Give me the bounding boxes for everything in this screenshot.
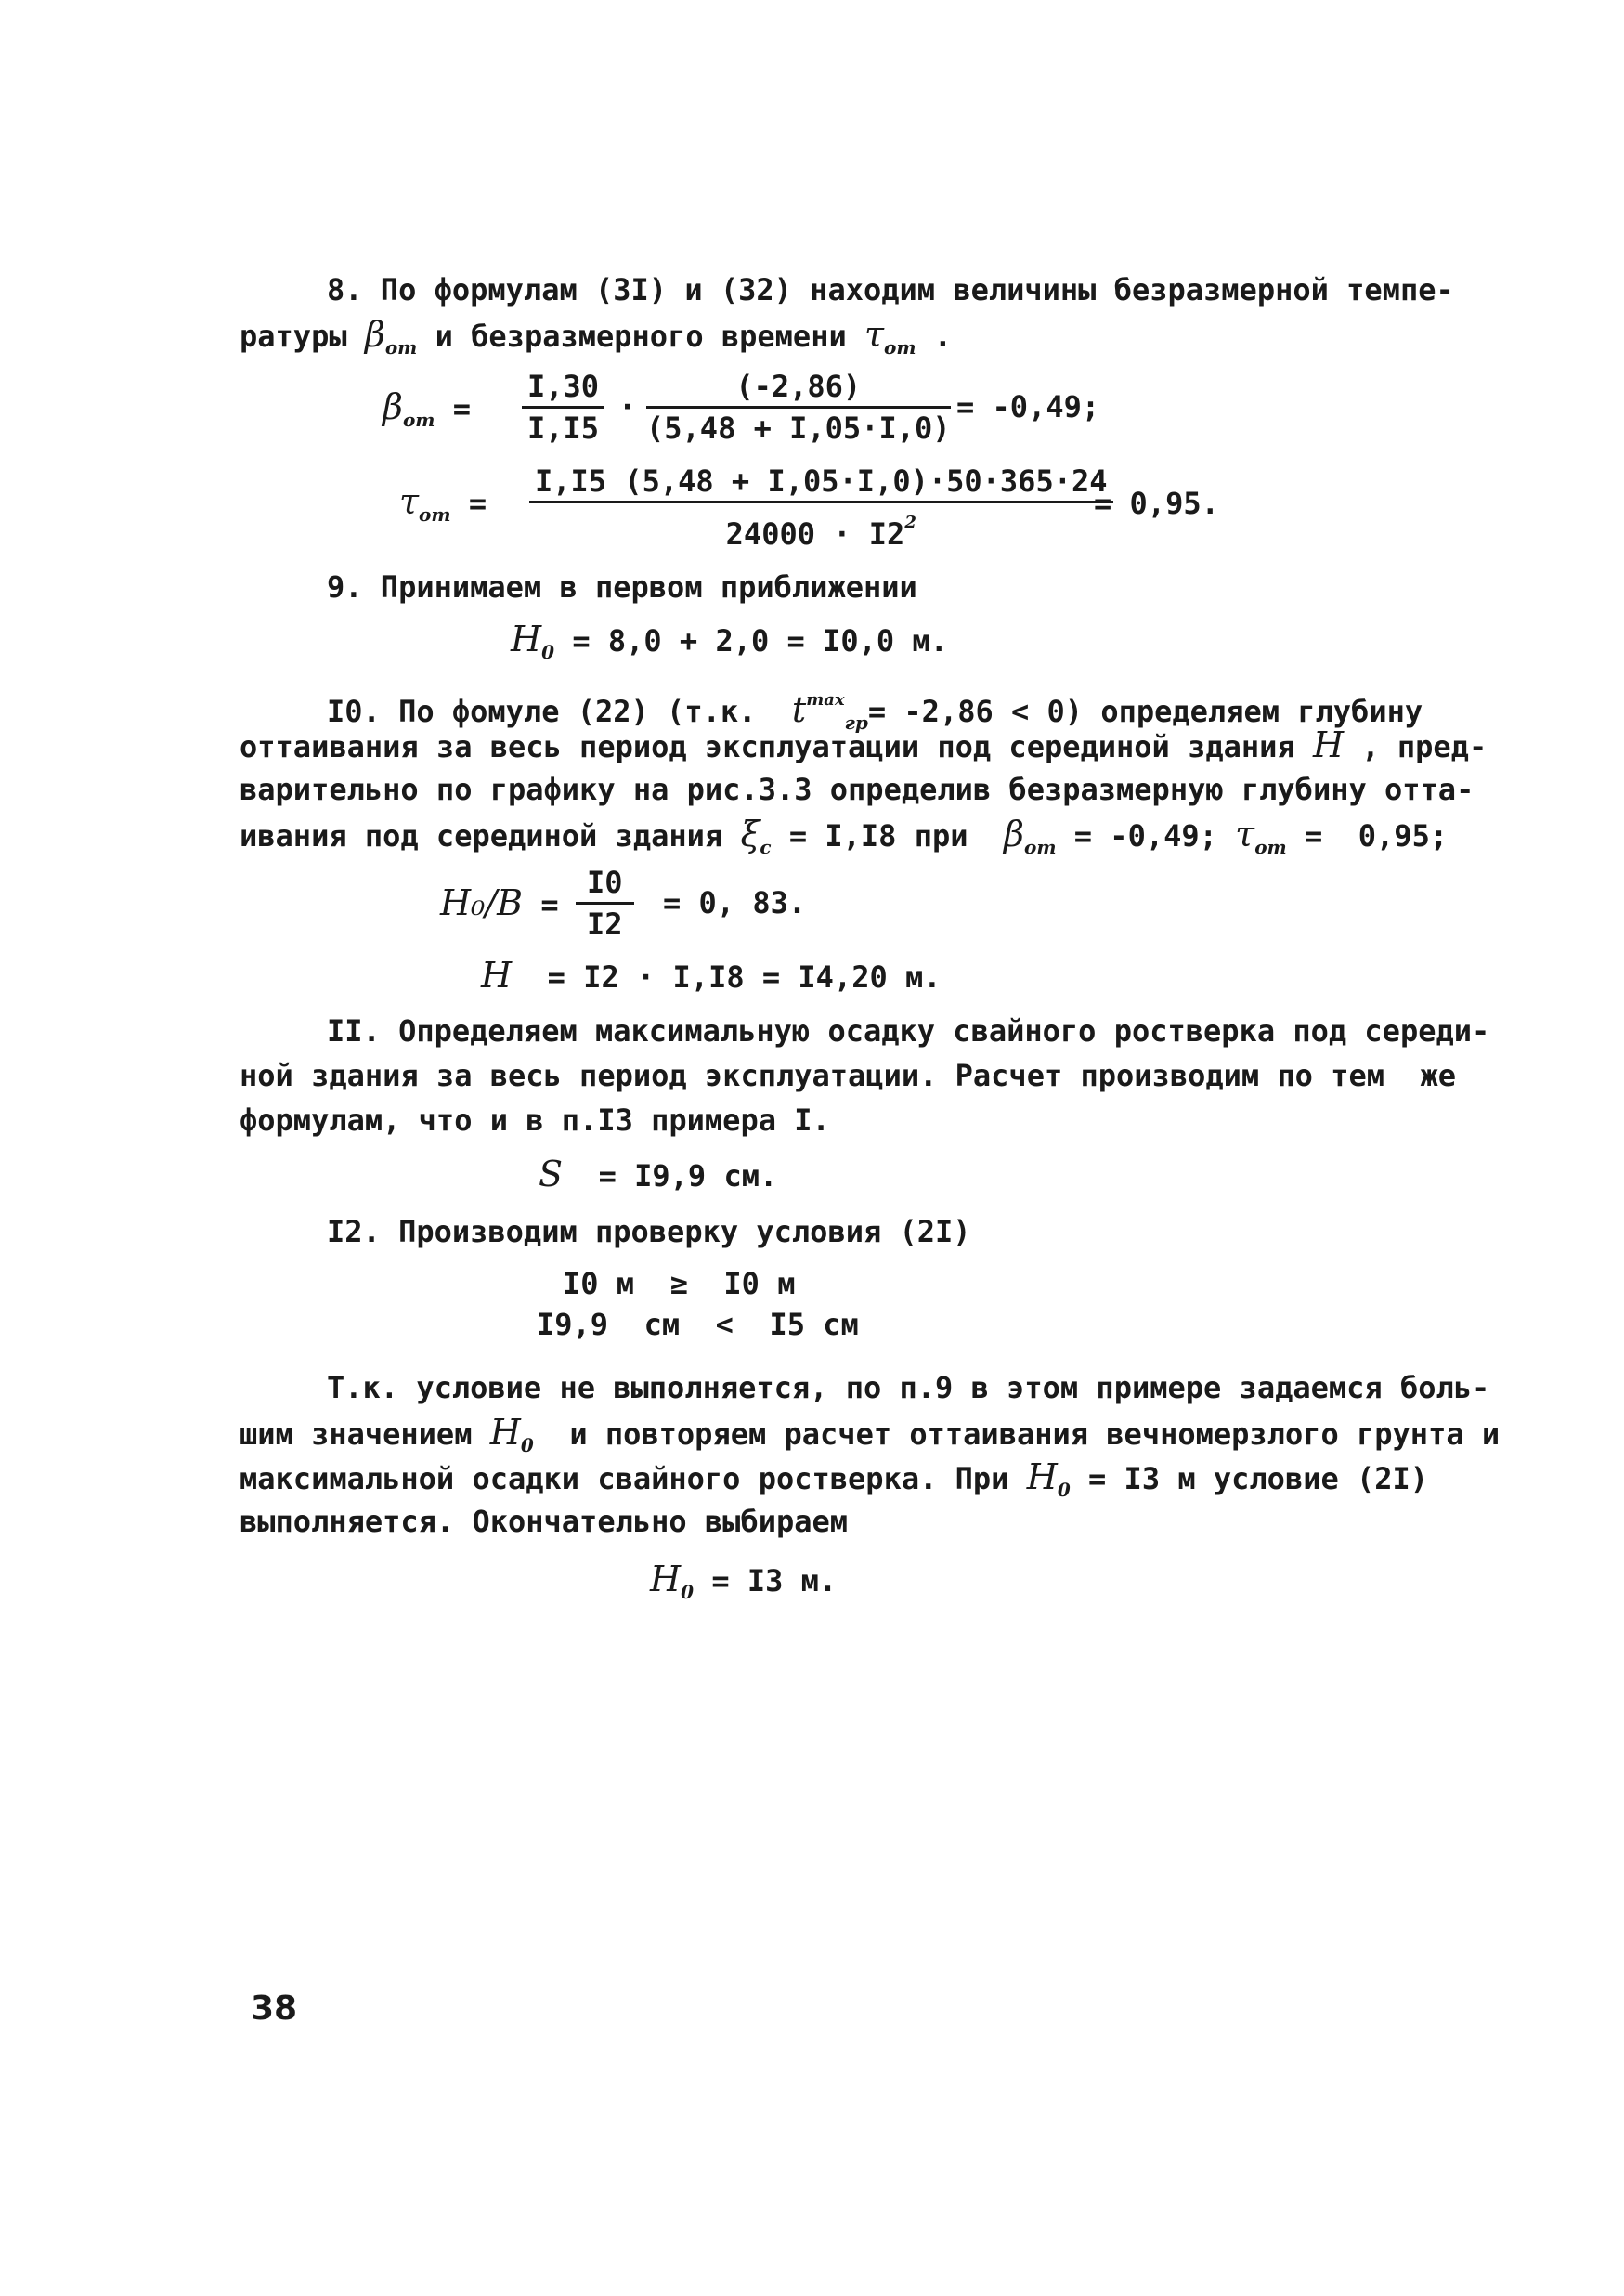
beta-dot: · <box>618 389 637 424</box>
p11-line3: формулам, что и в п.I3 примера I. <box>240 1102 830 1138</box>
condition-2: I9,9 см < I5 см <box>537 1307 859 1342</box>
p9-equation: $H_0 = 8,0 + 2,0 = I0,0$ м. <box>511 619 948 663</box>
beta-symbol: $\beta_{от}$ = <box>383 386 472 431</box>
beta-fraction-1: $\frac{I,30}{I,I5}$ <box>522 370 604 445</box>
hb-result: = 0, 83. <box>663 885 807 920</box>
p10-line2: оттаивания за весь период эксплуатации под серединой здания H , пред- <box>240 724 1488 765</box>
condition-1: I0 м ≥ I0 м <box>563 1266 796 1301</box>
hb-fraction: $\frac{I0}{I2}$ <box>576 866 634 941</box>
p10-line3: варительно по графику на рис.3.3 определив безразмерную глубину отта- <box>240 772 1475 807</box>
tau-fraction: $\frac{I,I5 (5,48 + I,05\cdot I,0)\cdot 50\cdot 365\cdot 24}{24000 \cdot I2^2}$ <box>529 464 1113 551</box>
tau-result: = 0,95. <box>1094 486 1219 521</box>
p10-line4: ивания под серединой здания $\xi_c = I,I8$ при $\beta_{от} = -0,49$; $\tau_{от} = 0,95$; <box>240 814 1449 858</box>
conclusion-line3: максимальной осадки свайного ростверка. При $H_0 = I3$ м условие (2I) <box>240 1456 1429 1501</box>
p9-text: 9. Принимаем в первом приближении <box>327 569 917 605</box>
tau-symbol: $\tau_{от}$ = <box>399 481 487 526</box>
beta-fraction-2: $\frac{(-2,86)}{(5,48 + I,05\cdot I,0)}$ <box>646 369 951 446</box>
hb-label: H₀/B = <box>440 882 559 923</box>
page-number: 38 <box>251 1989 298 2028</box>
final-equation: $H_0 = I3$ м. <box>650 1559 838 1603</box>
p11-line1: II. Определяем максимальную осадку свайного ростверка под середи- <box>327 1013 1490 1049</box>
p10-line1: I0. По фомуле (22) (т.к. $t^{max}_{гр}= -2,86 < 0$) определяем глубину <box>327 689 1423 734</box>
beta-result: = -0,49; <box>956 389 1100 424</box>
conclusion-line4: выполняется. Окончательно выбираем <box>240 1504 849 1539</box>
p11-line2: ной здания за весь период эксплуатации. Расчет производим по тем же <box>240 1058 1457 1093</box>
h-equation: H = I2 · I,I8 = I4,20 м. <box>481 955 942 996</box>
p12-text: I2. Производим проверку условия (2I) <box>327 1214 971 1249</box>
p8-line2: ратуры $\beta_{от}$ и безразмерного времени $\tau_{от}$ . <box>240 314 953 359</box>
s-equation: S = I9,9 см. <box>539 1154 778 1194</box>
p8-line1: 8. По формулам (3I) и (32) находим величины безразмерной темпе- <box>327 272 1454 307</box>
conclusion-line1: Т.к. условие не выполняется, по п.9 в этом примере задаемся боль- <box>327 1370 1490 1405</box>
conclusion-line2: шим значением $H_0$ и повторяем расчет оттаивания вечномерзлого грунта и <box>240 1412 1501 1456</box>
